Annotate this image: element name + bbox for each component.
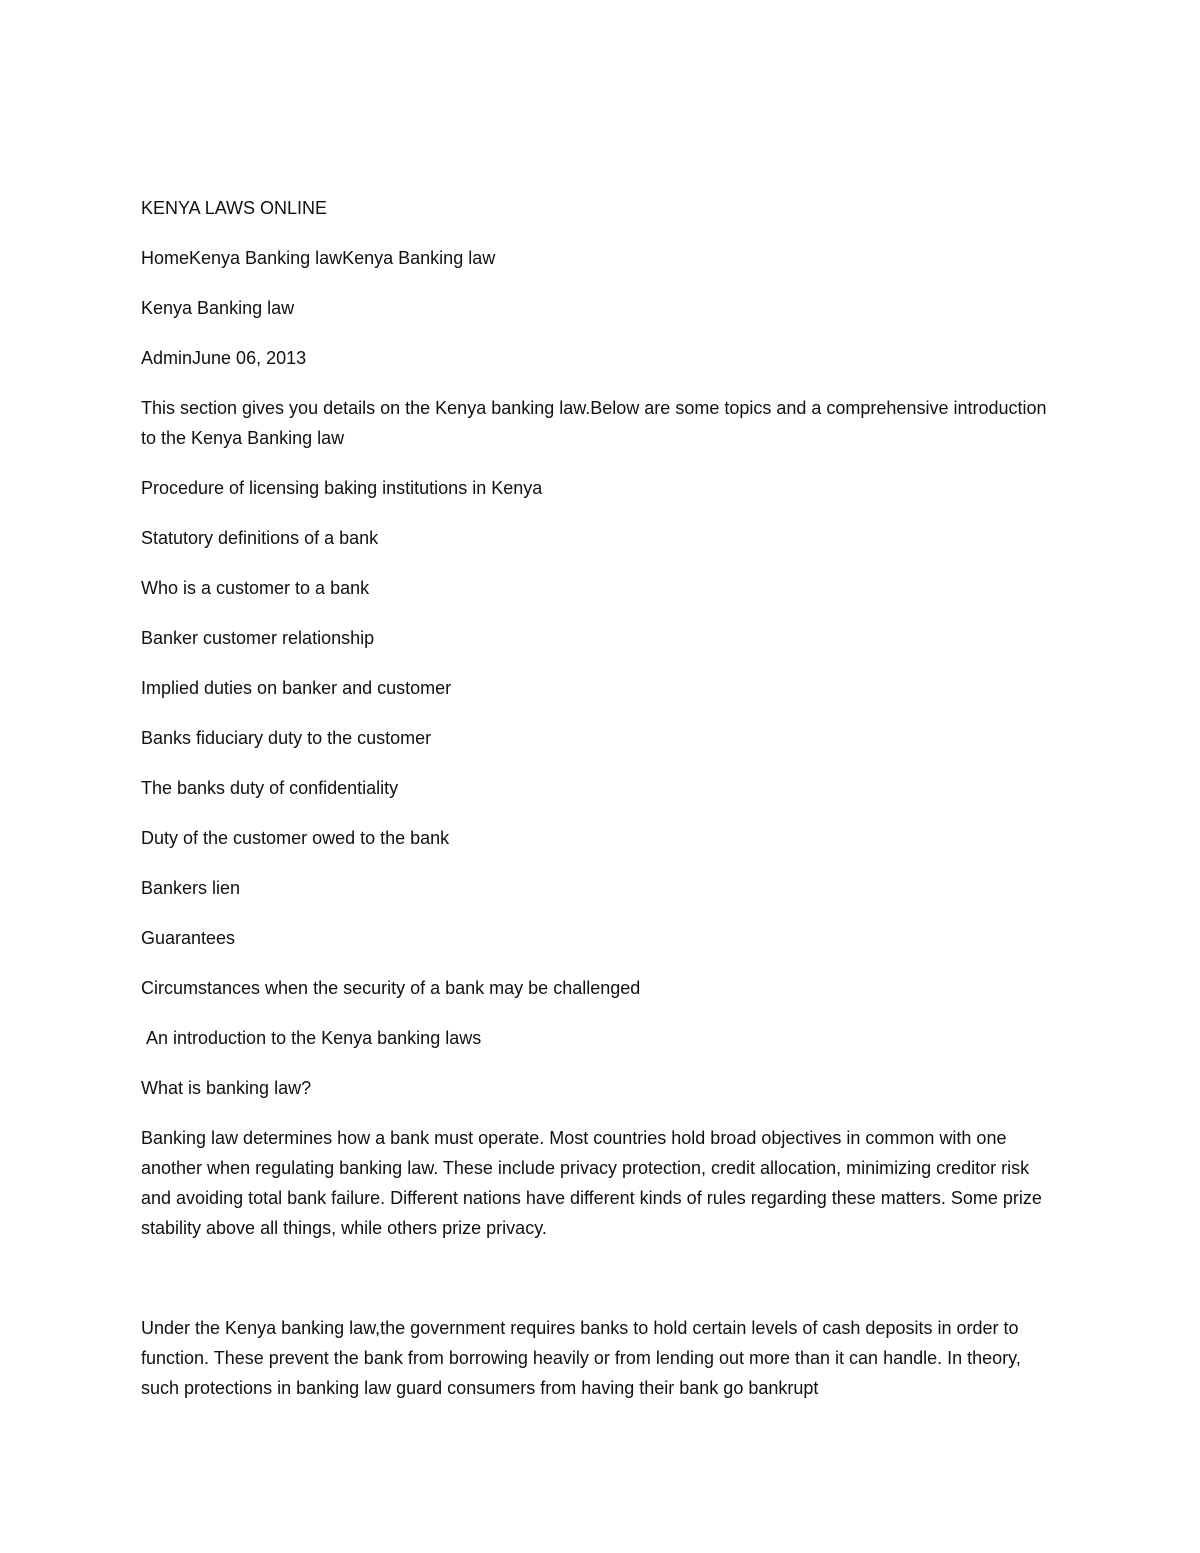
document-body bbox=[141, 193, 1061, 1423]
topic-item: Guarantees bbox=[141, 928, 236, 948]
body-paragraph: Banking law determines how a bank must operate. Most countries hold broad objectives in common with one another when regulating banking law. These include privacy protection, credit allocation, minimizing creditor risk and avoiding total bank failure. Different nations have different kinds of rules regarding these matters. Some prize stability above all things, while others prize privacy. bbox=[141, 1128, 1047, 1238]
topic-item: Duty of the customer owed to the bank bbox=[141, 828, 450, 848]
topic-item: Bankers lien bbox=[141, 878, 241, 898]
topic-item: Banks fiduciary duty to the customer bbox=[141, 728, 432, 748]
topic-item: The banks duty of confidentiality bbox=[141, 778, 399, 798]
topic-item: Who is a customer to a bank bbox=[141, 578, 370, 598]
article-title: Kenya Banking law bbox=[141, 298, 295, 318]
body-paragraph: Under the Kenya banking law,the government requires banks to hold certain levels of cash deposits in order to function. These prevent the bank from borrowing heavily or from lending out more than it can handle. In theory, such protections in banking law guard consumers from having their bank go bankrupt bbox=[141, 1318, 1026, 1398]
topic-item: Banker customer relationship bbox=[141, 628, 375, 648]
site-title: KENYA LAWS ONLINE bbox=[141, 198, 328, 218]
byline: AdminJune 06, 2013 bbox=[141, 348, 307, 368]
topic-item: Circumstances when the security of a bank may be challenged bbox=[141, 978, 641, 998]
topic-item: Procedure of licensing baking institutions in Kenya bbox=[141, 478, 543, 498]
topic-item: Implied duties on banker and customer bbox=[141, 678, 452, 698]
topic-item: Statutory definitions of a bank bbox=[141, 528, 379, 548]
breadcrumb: HomeKenya Banking lawKenya Banking law bbox=[141, 248, 496, 268]
intro-paragraph: This section gives you details on the Kenya banking law.Below are some topics and a comprehensive introduction to the Kenya Banking law bbox=[141, 398, 1052, 448]
question-heading: What is banking law? bbox=[141, 1078, 312, 1098]
section-heading: An introduction to the Kenya banking laws bbox=[146, 1028, 482, 1048]
